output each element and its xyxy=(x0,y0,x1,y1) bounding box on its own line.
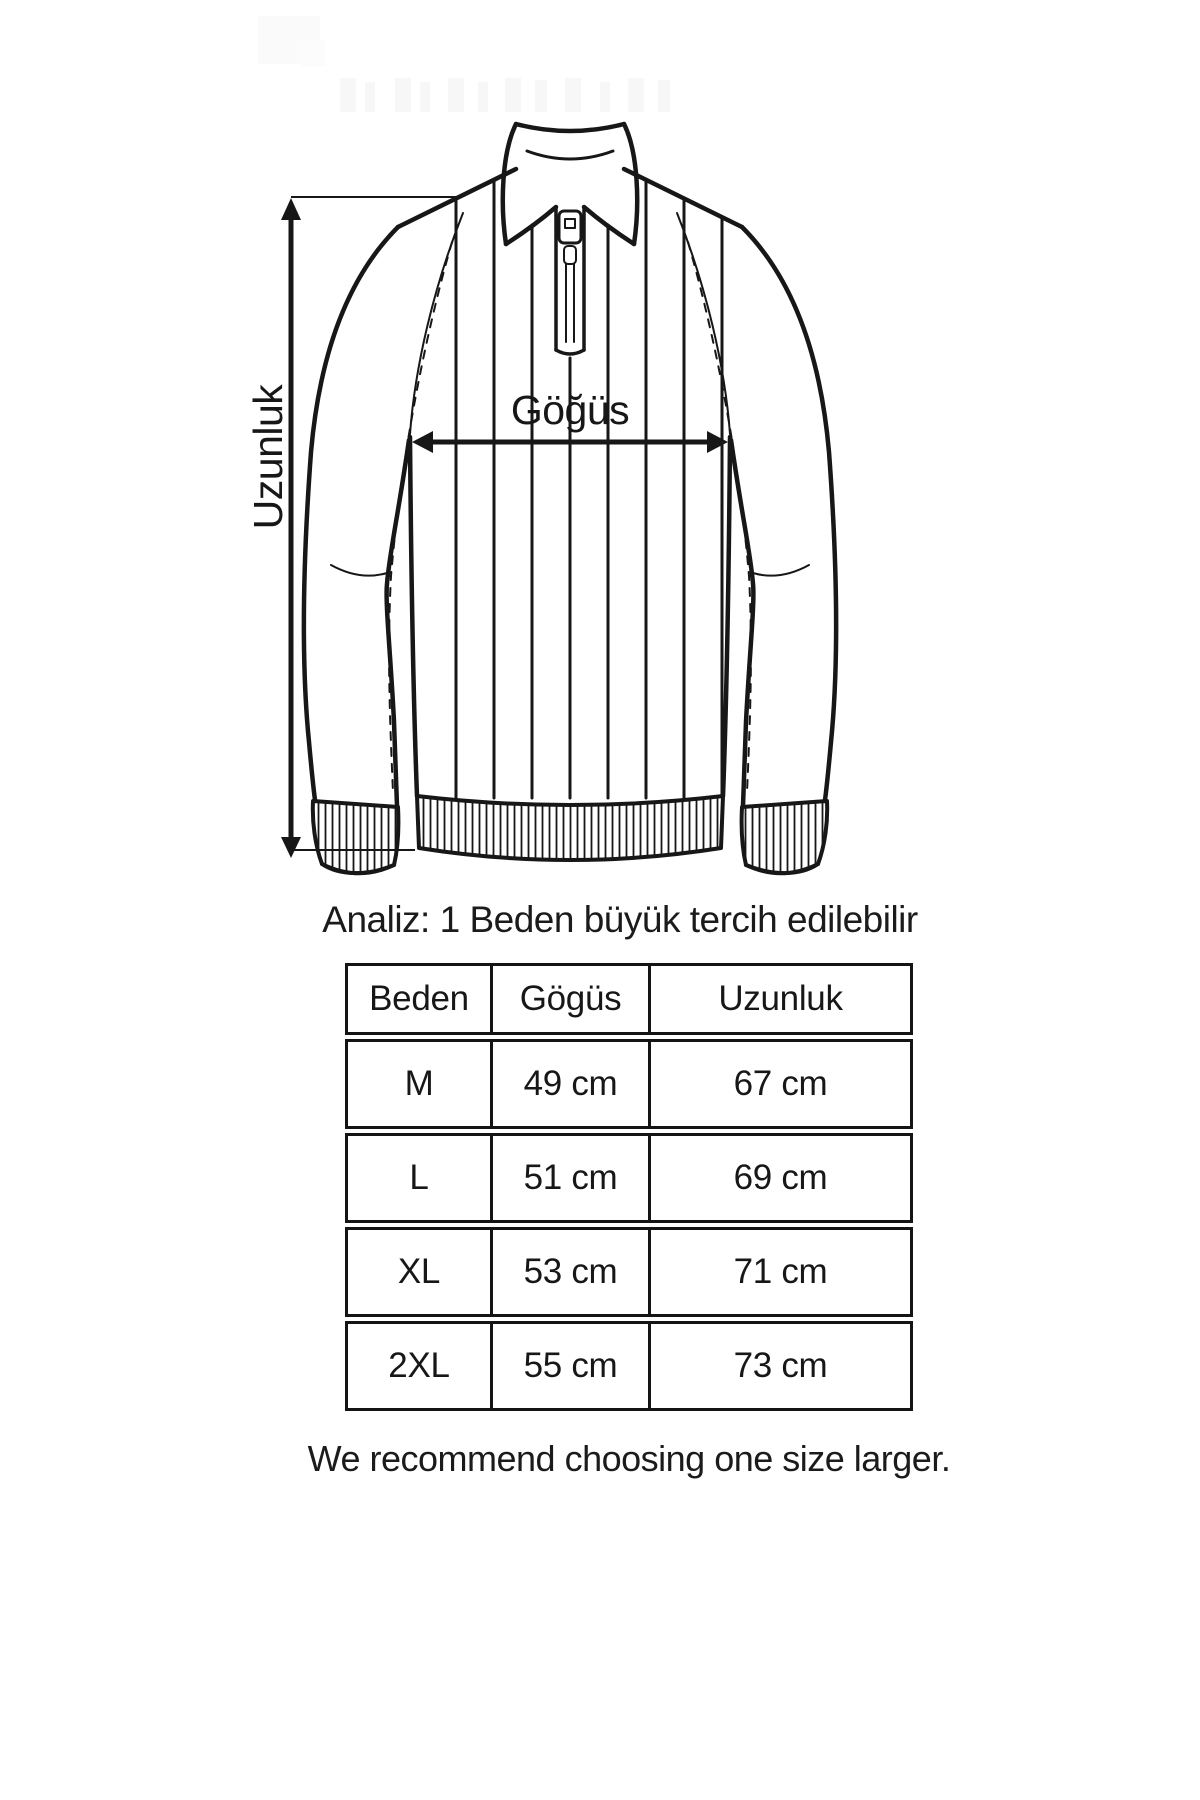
sleeve-left xyxy=(304,213,463,806)
chest-value: 49 cm xyxy=(490,1042,648,1126)
watermark-remnant xyxy=(258,16,670,112)
zipper-slider xyxy=(559,211,581,264)
table-row xyxy=(345,1039,913,1129)
analysis-note: Analiz: 1 Beden büyük tercih edilebilir xyxy=(322,899,918,940)
footer-note: We recommend choosing one size larger. xyxy=(307,1438,951,1479)
length-value: 71 cm xyxy=(648,1230,910,1314)
column-header-size: Beden xyxy=(369,979,469,1018)
table-row xyxy=(345,1133,913,1223)
body-stripes xyxy=(456,180,722,798)
size-value: L xyxy=(409,1158,429,1197)
length-value: 69 cm xyxy=(648,1136,910,1220)
size-value: 2XL xyxy=(388,1346,450,1385)
size-value: M xyxy=(404,1064,434,1103)
chest-label: Göğüs xyxy=(510,387,630,433)
column-header-length: Uzunluk xyxy=(648,966,910,1032)
length-value: 67 cm xyxy=(648,1042,910,1126)
hem-band xyxy=(417,796,723,860)
sleeve-right xyxy=(677,213,836,806)
length-label: Uzunluk xyxy=(245,384,291,530)
chest-value: 55 cm xyxy=(490,1324,648,1408)
table-row xyxy=(345,1321,913,1411)
column-header-chest: Gögüs xyxy=(490,966,648,1032)
size-table xyxy=(345,963,913,1411)
size-table-header-row xyxy=(345,963,913,1035)
size-value: XL xyxy=(397,1252,441,1291)
chest-value: 51 cm xyxy=(490,1136,648,1220)
chest-value: 53 cm xyxy=(490,1230,648,1314)
cuff-right xyxy=(742,801,828,873)
table-row xyxy=(345,1227,913,1317)
length-value: 73 cm xyxy=(648,1324,910,1408)
cuff-left xyxy=(313,801,399,873)
